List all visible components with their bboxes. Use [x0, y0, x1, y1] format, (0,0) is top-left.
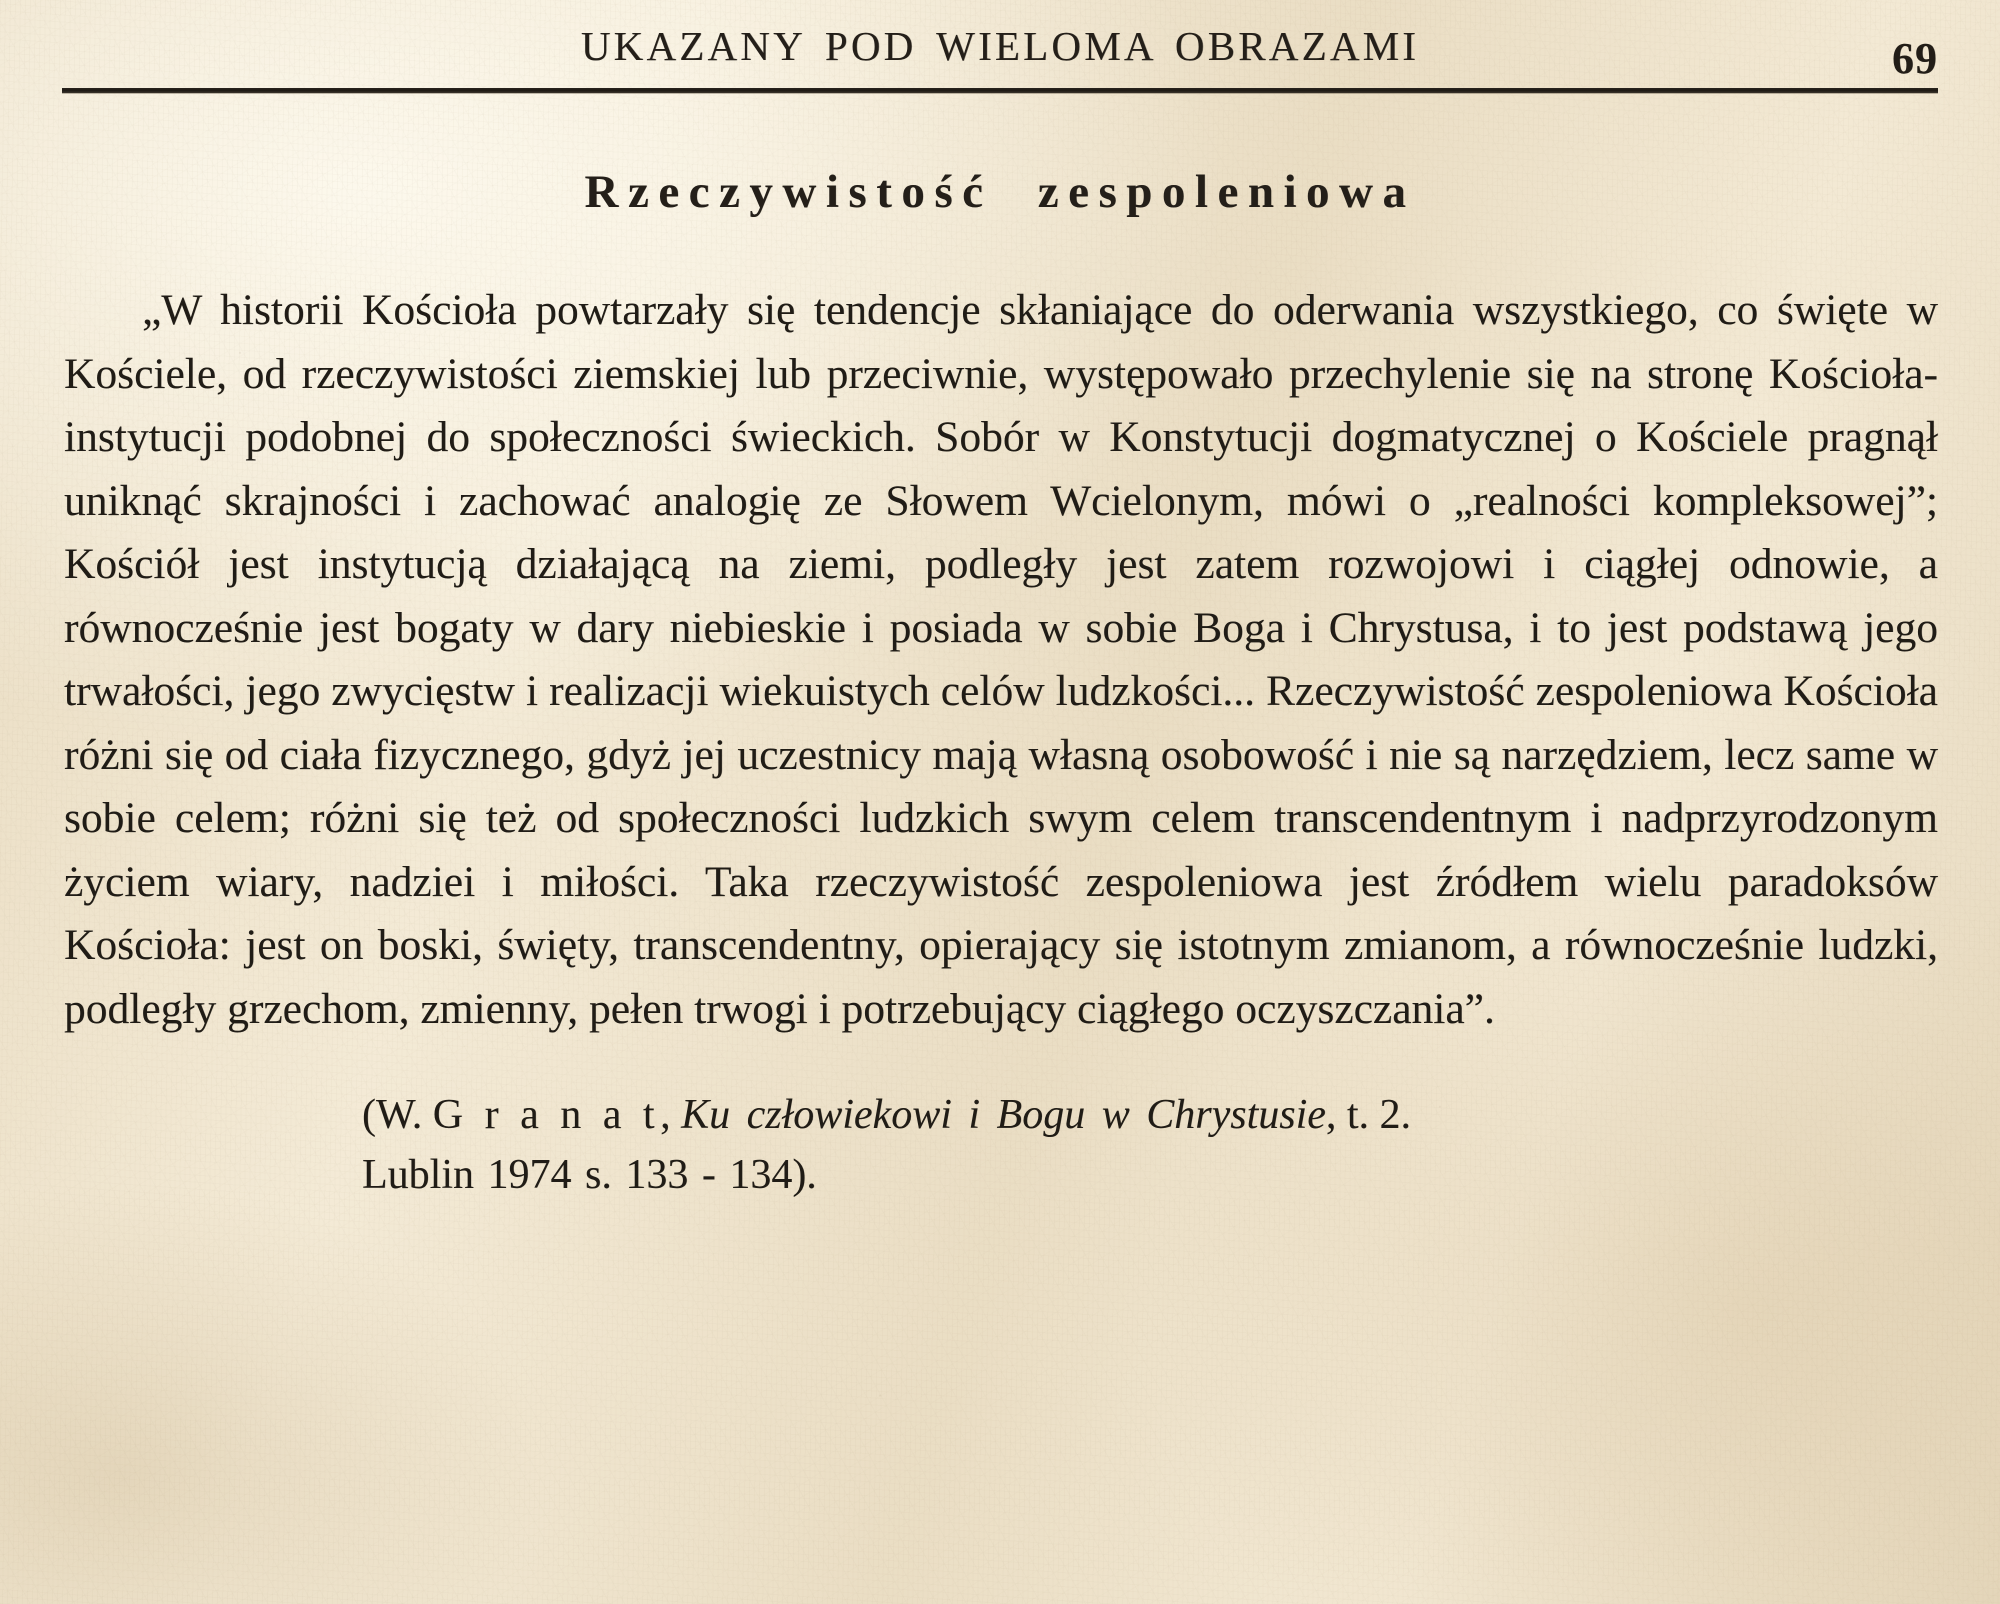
body-text — [62, 279, 1938, 1041]
section-title: Rzeczywistość zespoleniowa — [584, 166, 1416, 218]
citation-work-title: Ku człowiekowi i Bogu w Chrystusie — [681, 1092, 1326, 1138]
citation-open-paren: (W. — [362, 1092, 433, 1138]
citation-author: G r a n a t — [432, 1092, 661, 1138]
header-rule — [62, 88, 1938, 93]
quotation-paragraph: „W historii Kościoła powtarzały się tendencje skłaniające do oderwania wszystkiego, co święte w Kościele, od rzeczywistości ziemskiej lub przeciwnie, występowało przechylenie się na stronę Kościoła-instytucji podobnej do społeczności świeckich. Sobór w Konstytucji dogmatycznej o Kościele pragnął uniknąć skrajności i zachować analogię ze Słowem Wcielonym, mówi o „realności kompleksowej”; Kościół jest instytucją działającą na ziemi, podległy jest zatem rozwojowi i ciągłej odnowie, a równocześnie jest bogaty w dary niebieskie i posiada w sobie Boga i Chrystusa, i to jest podstawą jego trwałości, jego zwycięstw i realizacji wiekuistych celów ludzkości... Rzeczywistość zespoleniowa Kościoła różni się od ciała fizycznego, gdyż jej uczestnicy mają własną osobowość i nie są narzędziem, lecz same w sobie celem; różni się też od społeczności ludzkich swym celem transcendentnym i nadprzyrodzonym życiem wiary, nadziei i miłości. Taka rzeczywistość zespoleniowa jest źródłem wielu paradoksów Kościoła: jest on boski, święty, transcendentny, opierający się istotnym zmianom, a równocześnie ludzki, podległy grzechom, zmienny, pełen trwogi i potrzebujący ciągłego oczyszczania”. — [64, 286, 1938, 1033]
source-citation — [62, 1085, 1938, 1205]
citation-volume: , t. 2. — [1325, 1092, 1412, 1138]
running-title: UKAZANY POD WIELOMA OBRAZAMI — [580, 23, 1420, 69]
citation-comma: , — [660, 1092, 682, 1138]
running-header — [62, 0, 1938, 84]
page-number: 69 — [1892, 34, 1938, 83]
citation-imprint: Lublin 1974 s. 133 - 134). — [362, 1152, 817, 1198]
